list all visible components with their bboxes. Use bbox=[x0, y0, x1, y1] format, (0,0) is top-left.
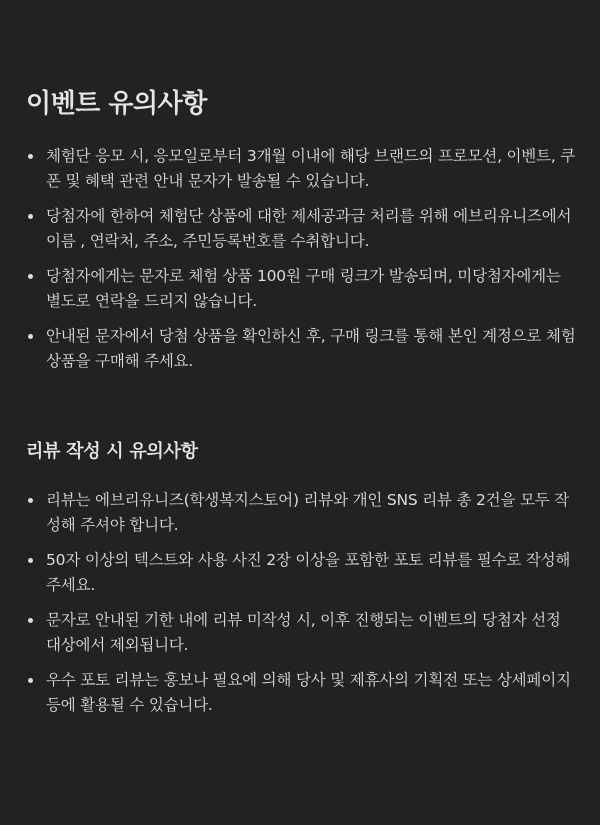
list-item-text: 문자로 안내된 기한 내에 리뷰 미작성 시, 이후 진행되는 이벤트의 당첨자 선정 대상에서 제외됩니다. bbox=[46, 611, 561, 654]
list-item-text: 당첨자에 한하여 체험단 상품에 대한 제세공과금 처리를 위해 에브리유니즈에서 이름 , 연락처, 주소, 주민등록번호를 수취합니다. bbox=[46, 207, 572, 250]
review-notice-list bbox=[26, 488, 576, 718]
list-item-text: 당첨자에게는 문자로 체험 상품 100원 구매 링크가 발송되며, 미당첨자에게는 별도로 연락을 드리지 않습니다. bbox=[46, 267, 561, 310]
list-item bbox=[26, 488, 576, 538]
bullet-icon bbox=[28, 334, 33, 339]
list-item bbox=[26, 668, 576, 718]
bullet-icon bbox=[28, 558, 33, 563]
bullet-icon bbox=[28, 214, 33, 219]
list-item-text: 50자 이상의 텍스트와 사용 사진 2장 이상을 포함한 포토 리뷰를 필수로 작성해 주세요. bbox=[46, 551, 571, 594]
list-item-text: 안내된 문자에서 당첨 상품을 확인하신 후, 구매 링크를 통해 본인 계정으로 체험 상품을 구매해 주세요. bbox=[46, 327, 576, 370]
list-item bbox=[26, 204, 576, 254]
list-item-text: 리뷰는 에브리유니즈(학생복지스토어) 리뷰와 개인 SNS 리뷰 총 2건을 모두 작성해 주셔야 합니다. bbox=[46, 491, 569, 534]
list-item-text: 체험단 응모 시, 응모일로부터 3개월 이내에 해당 브랜드의 프로모션, 이벤트, 쿠폰 및 혜택 관련 안내 문자가 발송될 수 있습니다. bbox=[46, 147, 576, 190]
list-item bbox=[26, 608, 576, 658]
bullet-icon bbox=[28, 274, 33, 279]
list-item bbox=[26, 548, 576, 598]
list-item bbox=[26, 144, 576, 194]
list-item-text: 우수 포토 리뷰는 홍보나 필요에 의해 당사 및 제휴사의 기획전 또는 상세페이지 등에 활용될 수 있습니다. bbox=[46, 671, 571, 714]
bullet-icon bbox=[28, 618, 33, 623]
bullet-icon bbox=[28, 498, 33, 503]
event-notice-list bbox=[26, 144, 576, 374]
event-notice-title: 이벤트 유의사항 bbox=[26, 89, 207, 119]
bullet-icon bbox=[28, 154, 33, 159]
list-item bbox=[26, 264, 576, 314]
review-notice-title: 리뷰 작성 시 유의사항 bbox=[26, 441, 198, 462]
bullet-icon bbox=[28, 678, 33, 683]
list-item bbox=[26, 324, 576, 374]
